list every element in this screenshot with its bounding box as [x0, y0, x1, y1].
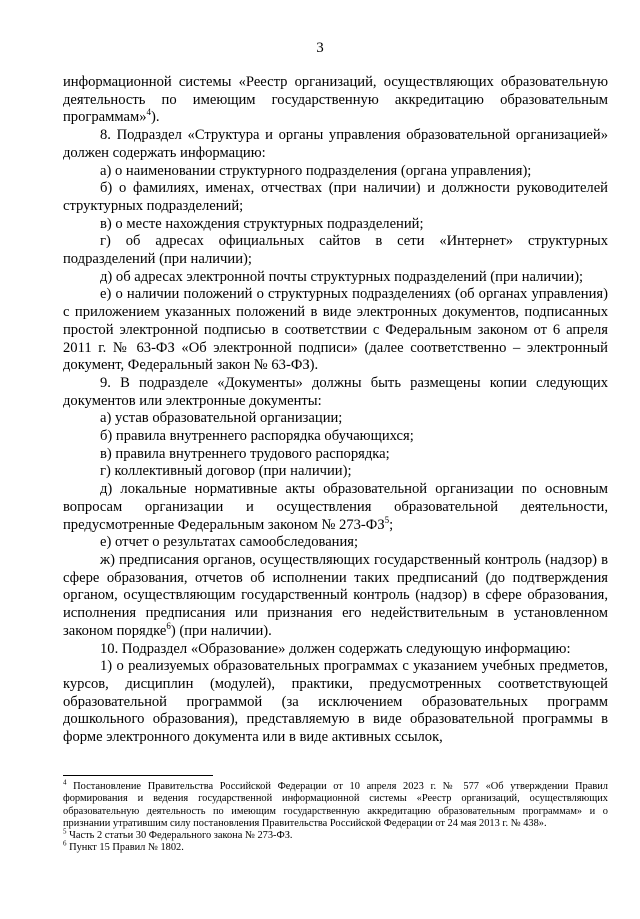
paragraph [63, 481, 608, 534]
footnote [63, 778, 608, 830]
paragraph-tail: ) (при наличии). [170, 622, 272, 639]
body-text [63, 74, 608, 747]
paragraph: д) об адресах электронной почты структурных подразделений (при наличии); [100, 268, 584, 285]
footnote-ref: 6 [166, 620, 171, 631]
paragraph: г) об адресах официальных сайтов в сети «Интернет» структурных подразделений (при наличии); [63, 233, 608, 268]
footnote-number: 6 [63, 840, 67, 849]
paragraph: 1) о реализуемых образовательных программах с указанием учебных предметов, курсов, дисциплин (модулей), практики, предусмотренных соответствующей образовательной программой (за исключением образовательных программ дошкольного образования), представляемую в виде образовательной программы в форме электронного документа или в виде активных ссылок, [63, 658, 608, 746]
paragraph: е) о наличии положений о структурных подразделениях (об органах управления) с приложением указанных положений в виде электронных документов, подписанных простой электронной подписью в соответствии с Федеральным законом от 6 апреля 2011 г. № 63-ФЗ «Об электронной подписи» (далее соответственно – электронный документ, Федеральный закон № 63-ФЗ). [63, 286, 608, 374]
footnote-ref: 4 [146, 107, 152, 118]
footnote-number: 4 [63, 778, 67, 787]
footnote-text: Пункт 15 Правил № 1802. [66, 842, 184, 854]
footnotes [63, 778, 608, 855]
paragraph-text: д) локальные нормативные акты образовательной организации по основным вопросам организации и осуществления образовательной деятельности, предусмотренные Федеральным законом № 273-ФЗ [63, 481, 608, 533]
paragraph: 10. Подраздел «Образование» должен содержать следующую информацию: [100, 640, 571, 657]
paragraph-tail: ; [389, 516, 394, 533]
paragraph: а) о наименовании структурного подразделения (органа управления); [100, 162, 532, 179]
paragraph: е) отчет о результатах самообследования; [100, 534, 359, 551]
paragraph: 9. В подразделе «Документы» должны быть размещены копии следующих документов или электронные документы: [63, 374, 608, 409]
footnote-ref: 5 [384, 514, 390, 525]
paragraph-tail: ). [151, 109, 160, 126]
paragraph [63, 74, 608, 127]
paragraph: в) о месте нахождения структурных подразделений; [100, 215, 424, 232]
paragraph: г) коллективный договор (при наличии); [100, 463, 352, 480]
paragraph: 8. Подраздел «Структура и органы управления образовательной организацией» должен содержать информацию: [63, 127, 608, 161]
paragraph: в) правила внутреннего трудового распорядка; [100, 445, 390, 462]
paragraph-text: информационной системы «Реестр организаций, осуществляющих образовательную деятельность по имеющим государственную аккредитацию образовательным программам» [63, 74, 608, 126]
footnote-text: Часть 2 статьи 30 Федерального закона № 273-ФЗ. [66, 830, 293, 842]
footnote [63, 842, 608, 854]
paragraph-text: ж) предписания органов, осуществляющих государственный контроль (надзор) в сфере образования, отчетов об исполнении таких предписаний (до подтверждения органом, осуществляющим государственный контроль (надзор) в сфере образования, исполнения предписания или признания его недействительным в установленном законом порядке [63, 551, 608, 639]
paragraph: а) устав образовательной организации; [100, 410, 343, 427]
footnote-divider [63, 775, 213, 776]
paragraph: б) о фамилиях, именах, отчествах (при наличии) и должности руководителей структурных подразделений; [63, 180, 608, 214]
paragraph [63, 552, 608, 641]
paragraph: б) правила внутреннего распорядка обучающихся; [100, 428, 414, 445]
footnote-number: 5 [63, 827, 67, 836]
footnote-text: Постановление Правительства Российской Федерации от 10 апреля 2023 г. № 577 «Об утверждении Правил формирования и ведения государственной информационной системы «Реестр организаций, осуществляющих образовательную деятельность по имеющим государственную аккредитацию образовательным программам» и о признании утратившим силу постановления Правительства Российской Федерации от 24 мая 2013 г. № 438». [63, 781, 608, 829]
footnote [63, 827, 608, 842]
page-number: 3 [316, 40, 324, 56]
